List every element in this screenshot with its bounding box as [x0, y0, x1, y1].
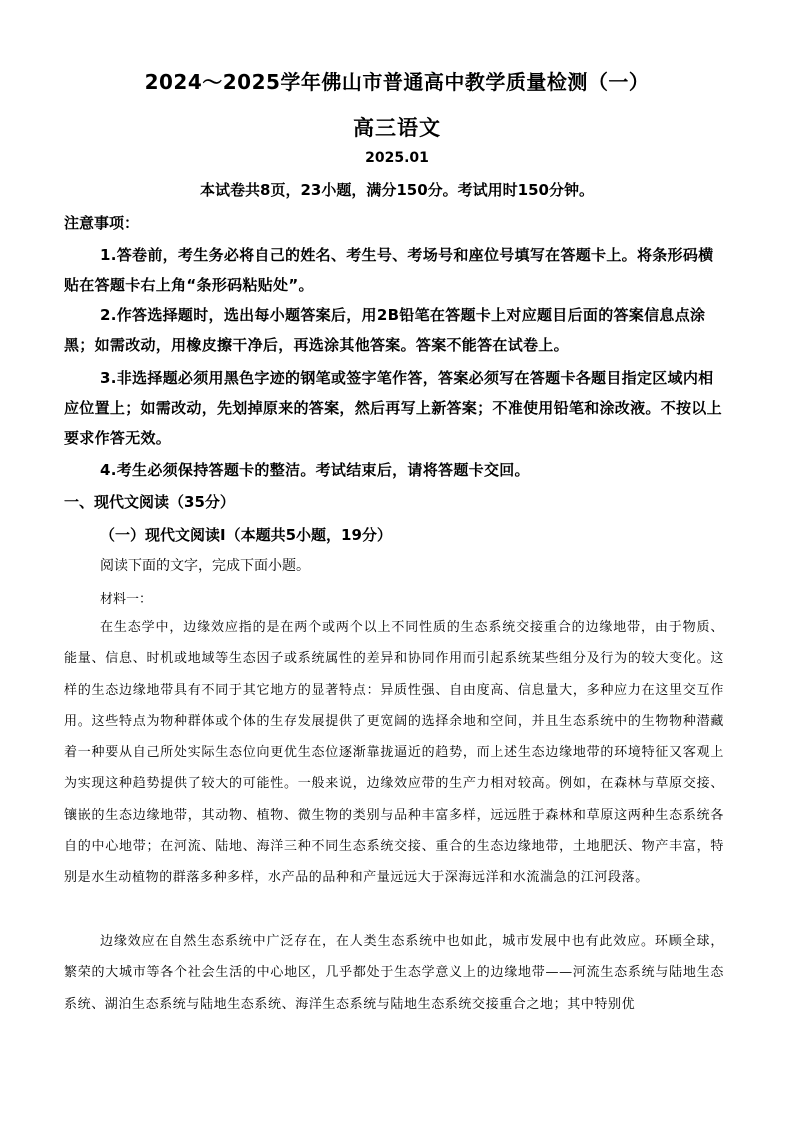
subject-title: 高三语文: [353, 116, 441, 140]
reading-instruction: 阅读下面的文字，完成下面小题。: [100, 558, 310, 574]
exam-summary: 本试卷共8页，23小题，满分150分。考试用时150分钟。: [200, 181, 594, 199]
material-paragraph-2: 边缘效应在自然生态系统中广泛存在，在人类生态系统中也如此，城市发展中也有此效应。环顾全球，繁荣的大城市等各个社会生活的中心地区，几乎都处于生态学意义上的边缘地带——河流生态系统与陆地生态系统、湖泊生态系统与陆地生态系统、海洋生态系统与陆地生态系统交接重合之地；其中特别优: [64, 934, 724, 1012]
material-label: 材料一：: [100, 592, 153, 607]
subsection-title: （一）现代文阅读Ⅰ（本题共5小题，19分）: [100, 526, 392, 544]
exam-title: 2024～2025学年佛山市普通高中教学质量检测（一）: [144, 70, 650, 94]
exam-date: 2025.01: [365, 150, 429, 166]
notice-item-2: 2.作答选择题时，选出每小题答案后，用2B铅笔在答题卡上对应题目后面的答案信息点涂黑；如需改动，用橡皮擦干净后，再选涂其他答案。答案不能答在试卷上。: [64, 306, 706, 354]
notice-item-1: 1.答卷前，考生务必将自己的姓名、考生号、考场号和座位号填写在答题卡上。将条形码横贴在答题卡右上角“条形码粘贴处”。: [64, 246, 714, 294]
notice-item-4: 4.考生必须保持答题卡的整洁。考试结束后，请将答题卡交回。: [100, 461, 530, 479]
material-paragraph-1: 在生态学中，边缘效应指的是在两个或两个以上不同性质的生态系统交接重合的边缘地带，由于物质、能量、信息、时机或地域等生态因子或系统属性的差异和协同作用而引起系统某些组分及行为的较大变化。这样的生态边缘地带具有不同于其它地方的显著特点：异质性强、自由度高、信息量大，多种应力在这里交互作用。这些特点为物种群体或个体的生存发展提供了更宽阔的选择余地和空间，并且生态系统中的生物物种潜藏着一种要从自己所处实际生态位向更优生态位逐渐靠拢逼近的趋势，而上述生态边缘地带的环境特征又客观上为实现这种趋势提供了较大的可能性。一般来说，边缘效应带的生产力相对较高。例如，在森林与草原交接、镶嵌的生态边缘地带，其动物、植物、微生物的类别与品种丰富多样，远远胜于森林和草原这两种生态系统各自的中心地带；在河流、陆地、海洋三种不同生态系统交接、重合的生态边缘地带，土地肥沃、物产丰富，特别是水生动植物的群落多种多样，水产品的品种和产量远远大于深海远洋和水流湍急的江河段落。: [64, 620, 724, 886]
notice-item-3: 3.非选择题必须用黑色字迹的钢笔或签字笔作答，答案必须写在答题卡各题目指定区域内相应位置上；如需改动，先划掉原来的答案，然后再写上新答案；不准使用铅笔和涂改液。不按以上要求作答无效。: [64, 369, 722, 447]
notice-heading: 注意事项：: [64, 214, 140, 232]
section-title: 一、现代文阅读（35分）: [64, 493, 235, 511]
